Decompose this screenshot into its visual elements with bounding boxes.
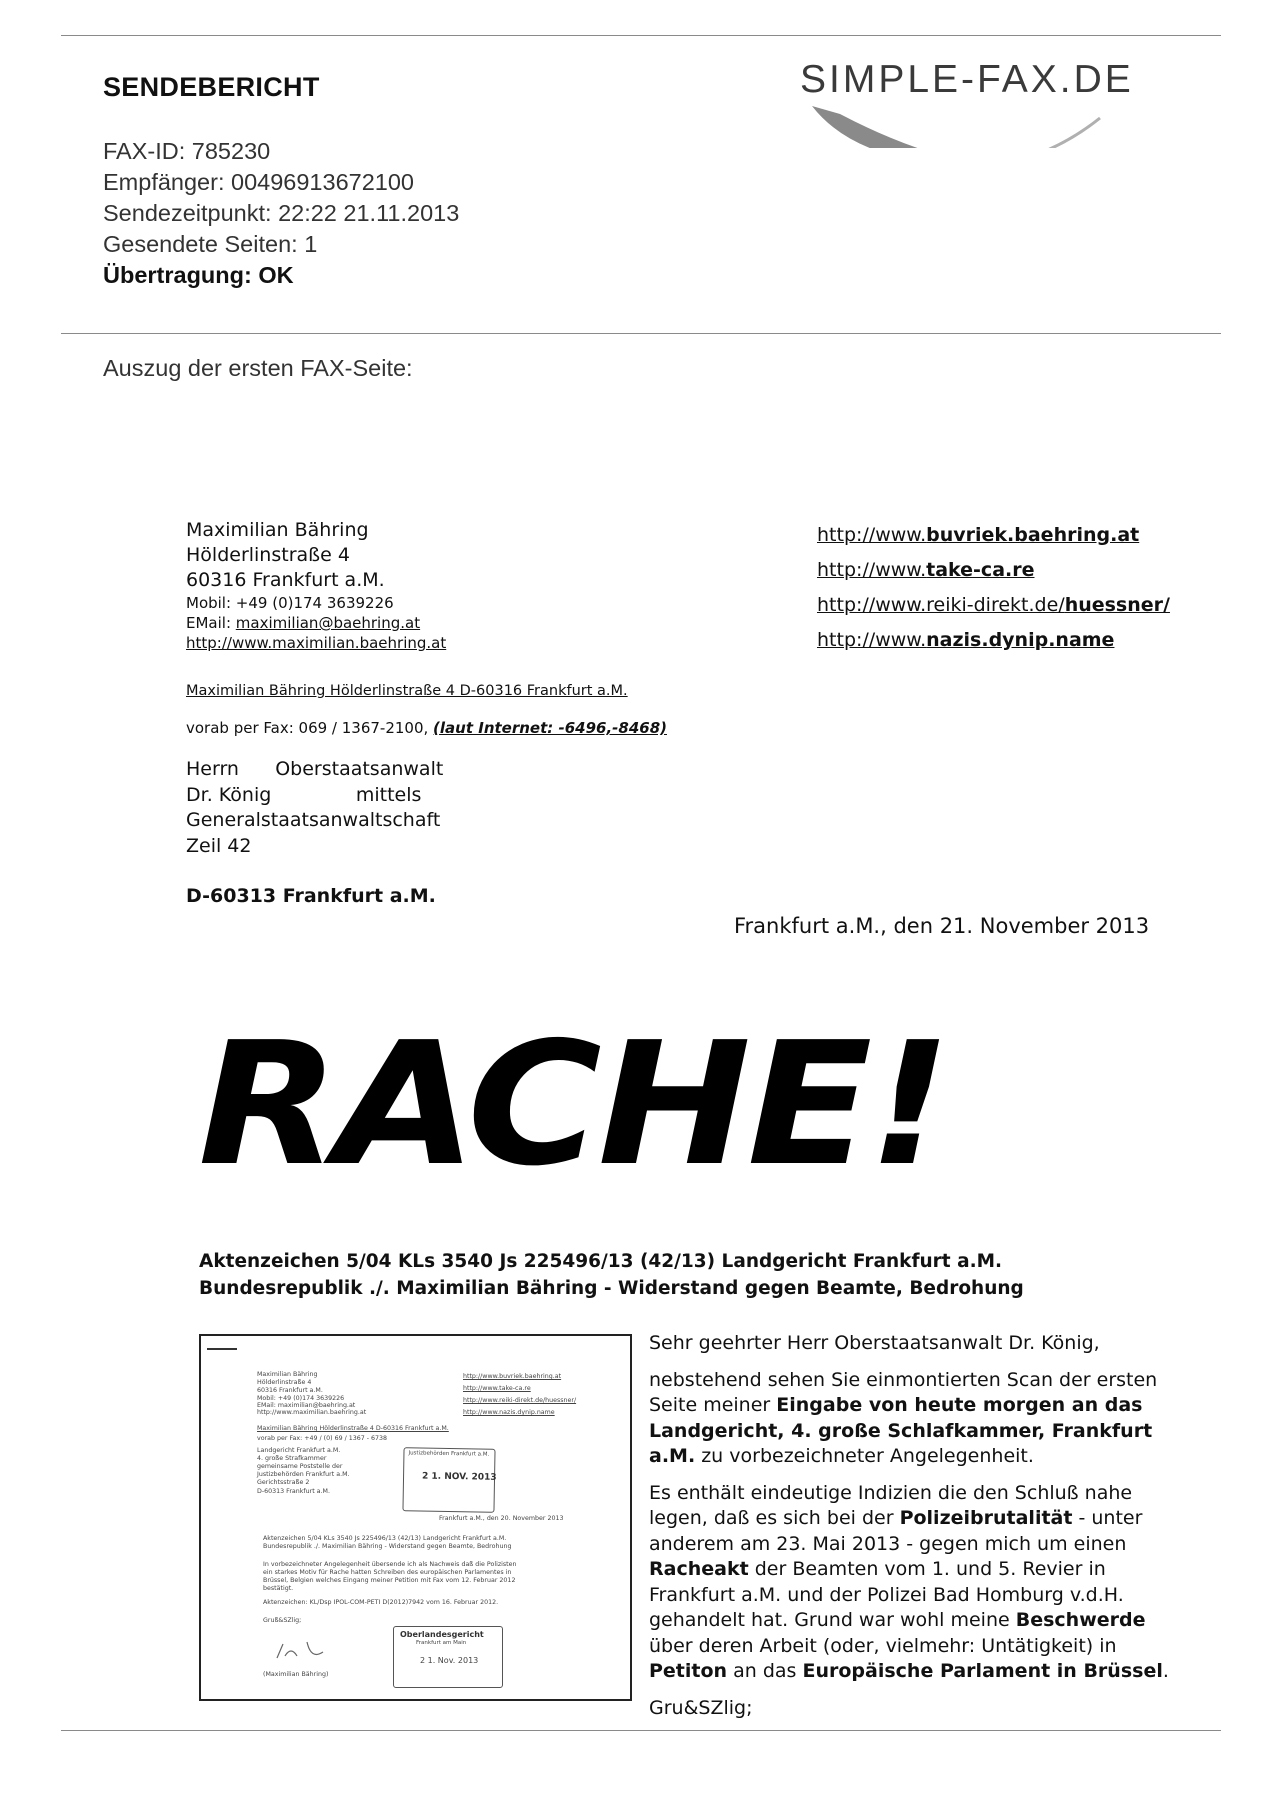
link-take-ca: http://www.take-ca.re: [817, 559, 1035, 581]
simple-fax-logo: [800, 58, 1200, 148]
sender-block: [186, 518, 446, 653]
return-address: Maximilian Bähring Hölderlinstraße 4 D-60316 Frankfurt a.M.: [186, 683, 628, 699]
scan-link: http://www.take-ca.re: [463, 1385, 531, 1392]
scan-stamp-justiz: Justizbehörden Frankfurt a.M. 2 1. NOV. 2013: [402, 1447, 495, 1513]
scan-sender-line: Maximilian Bähring: [257, 1371, 318, 1378]
sender-email-line: [186, 613, 446, 633]
scan-recipient-line: D-60313 Frankfurt a.M.: [257, 1488, 330, 1495]
scan-sender-line: 60316 Frankfurt a.M.: [257, 1387, 323, 1394]
recipient-block: [186, 757, 443, 859]
bottom-rule: [61, 1730, 1221, 1731]
fax-transmission-status: Übertragung: OK: [103, 262, 294, 288]
recipient-line: Dr. König mittels: [186, 783, 422, 806]
scan-return-address: Maximilian Bähring Hölderlinstraße 4 D-60316 Frankfurt a.M.: [257, 1425, 449, 1432]
scan-body-line: ein starkes Motiv für Rache hatten Schreiben des europäischen Parlamentes in: [263, 1569, 512, 1576]
scan-top-mark: [207, 1348, 237, 1350]
recipient-line: Herrn Oberstaatsanwalt: [186, 758, 444, 780]
scan-vorab: vorab per Fax: +49 / (0) 69 / 1367 - 6738: [257, 1435, 388, 1442]
closing: Gru&SZlig;: [649, 1696, 753, 1719]
report-details: [103, 136, 459, 291]
case-reference-line-1: Aktenzeichen 5/04 KLs 3540 Js 225496/13 (42/13) Landgericht Frankfurt a.M.: [199, 1251, 1003, 1272]
link-nazis: http://www.nazis.dynip.name: [817, 629, 1115, 651]
scan-link: http://www.buvriek.baehring.at: [463, 1373, 562, 1380]
scan-body-line: Brüssel, Belgien welches Eingang meiner Petition mit Fax vom 12. Februar 2012: [263, 1577, 516, 1584]
scan-sender-line: http://www.maximilian.baehring.at: [257, 1409, 367, 1416]
paragraph-2: Es enthält eindeutige Indizien die den Schluß nahe legen, daß es sich bei der Polizeibrutalität - unter anderem am 23. Mai 2013 - gegen mich um einen Racheakt der Beamten vom 1. und 5. Revier in Frankfurt a.M. und der Polizei Bad Homburg v.d.H. gehandelt hat. Grund war wohl meine Beschwerde über deren Arbeit (oder, vielmehr: Untätigkeit) in Petiton an das Europäische Parlament in Brüssel.: [649, 1481, 1169, 1682]
scan-body-line: In vorbezeichneter Angelegenheit übersende ich als Nachweis daß die Polizisten: [263, 1561, 517, 1568]
letter-date: Frankfurt a.M., den 21. November 2013: [734, 914, 1150, 938]
scan-recipient-line: Justizbehörden Frankfurt a.M.: [257, 1471, 350, 1478]
letter-body: [649, 1331, 1169, 1732]
link-list: [817, 518, 1170, 658]
sender-street: Hölderlinstraße 4: [186, 544, 350, 566]
sender-web: http://www.maximilian.baehring.at: [186, 634, 447, 652]
scan-ep-reference: Aktenzeichen: KL/Dsp IPOL-COM-PETI D(2012)7942 vom 16. Februar 2012.: [263, 1599, 499, 1606]
sender-name: Maximilian Bähring: [186, 519, 369, 541]
scan-recipient-line: gemeinsame Poststelle der: [257, 1463, 343, 1470]
paragraph-1: nebstehend sehen Sie einmontierten Scan der ersten Seite meiner Eingabe von heute morgen an das Landgericht, 4. große Schlafkammer, Frankfurt a.M. zu vorbezeichneter Angelegenheit.: [649, 1368, 1158, 1467]
headline: RACHE!: [198, 1006, 948, 1204]
vorab-fax-number: vorab per Fax: 069 / 1367-2100,: [186, 719, 434, 737]
scan-case-reference: Bundesrepublik ./. Maximilian Bähring - Widerstand gegen Beamte, Bedrohung: [263, 1543, 512, 1550]
scan-recipient-line: Gerichtsstraße 2: [257, 1479, 310, 1486]
link-reiki: http://www.reiki-direkt.de/huessner/: [817, 594, 1170, 616]
sender-email: maximilian@baehring.at: [235, 614, 421, 632]
vorab-fax-note: (laut Internet: -6496,-8468): [433, 719, 667, 737]
scan-case-reference: Aktenzeichen 5/04 KLs 3540 Js 225496/13 (42/13) Landgericht Frankfurt a.M.: [263, 1535, 507, 1542]
salutation: Sehr geehrter Herr Oberstaatsanwalt Dr. König,: [649, 1332, 1100, 1354]
scan-sender-line: Hölderlinstraße 4: [257, 1379, 312, 1386]
sender-mobile: Mobil: +49 (0)174 3639226: [186, 594, 394, 612]
scan-link: http://www.reiki-direkt.de/huessner/: [463, 1397, 577, 1404]
scan-body-line: bestätigt.: [263, 1585, 294, 1592]
scan-signer: (Maximilian Bähring): [263, 1671, 329, 1678]
scan-sender-line: EMail: maximilian@baehring.at: [257, 1402, 356, 1409]
fax-sent-time: Sendezeitpunkt: 22:22 21.11.2013: [103, 200, 460, 226]
embedded-scan: [199, 1334, 632, 1701]
middle-rule: [61, 333, 1221, 334]
scan-signature-icon: [271, 1636, 341, 1666]
case-reference: [199, 1248, 1024, 1302]
sender-email-label: EMail:: [186, 614, 236, 632]
recipient-line: Generalstaatsanwaltschaft: [186, 809, 441, 831]
scan-link: http://www.nazis.dynip.name: [463, 1409, 555, 1416]
logo-wordmark: SIMPLE-FAX.DE: [800, 58, 1134, 101]
vorab-fax-line: [186, 719, 667, 737]
sender-city: 60316 Frankfurt a.M.: [186, 569, 385, 591]
link-buvriek: http://www.buvriek.baehring.at: [817, 524, 1140, 546]
scan-stamp-olg: Oberlandesgericht Frankfurt am Main 2 1. Nov. 2013: [393, 1626, 503, 1688]
case-reference-line-2: Bundesrepublik ./. Maximilian Bähring - Widerstand gegen Beamte, Bedrohung: [199, 1278, 1024, 1299]
excerpt-label: Auszug der ersten FAX-Seite:: [103, 355, 413, 381]
scan-closing: Gruß&SZlig;: [263, 1617, 302, 1624]
scan-recipient-line: 4. große Strafkammer: [257, 1455, 327, 1462]
fax-recipient: Empfänger: 00496913672100: [103, 169, 414, 195]
recipient-line: Zeil 42: [186, 834, 252, 857]
fax-id: FAX-ID: 785230: [103, 138, 271, 164]
logo-swoosh-icon: [800, 58, 1200, 148]
fax-pages: Gesendete Seiten: 1: [103, 231, 318, 257]
scan-sender-line: Mobil: +49 (0)174 3639226: [257, 1395, 345, 1402]
report-title: SENDEBERICHT: [103, 72, 320, 102]
scan-recipient-line: Landgericht Frankfurt a.M.: [257, 1447, 341, 1454]
scan-date: Frankfurt a.M., den 20. November 2013: [439, 1515, 564, 1522]
top-rule: [61, 35, 1221, 36]
recipient-city: D-60313 Frankfurt a.M.: [186, 885, 436, 907]
